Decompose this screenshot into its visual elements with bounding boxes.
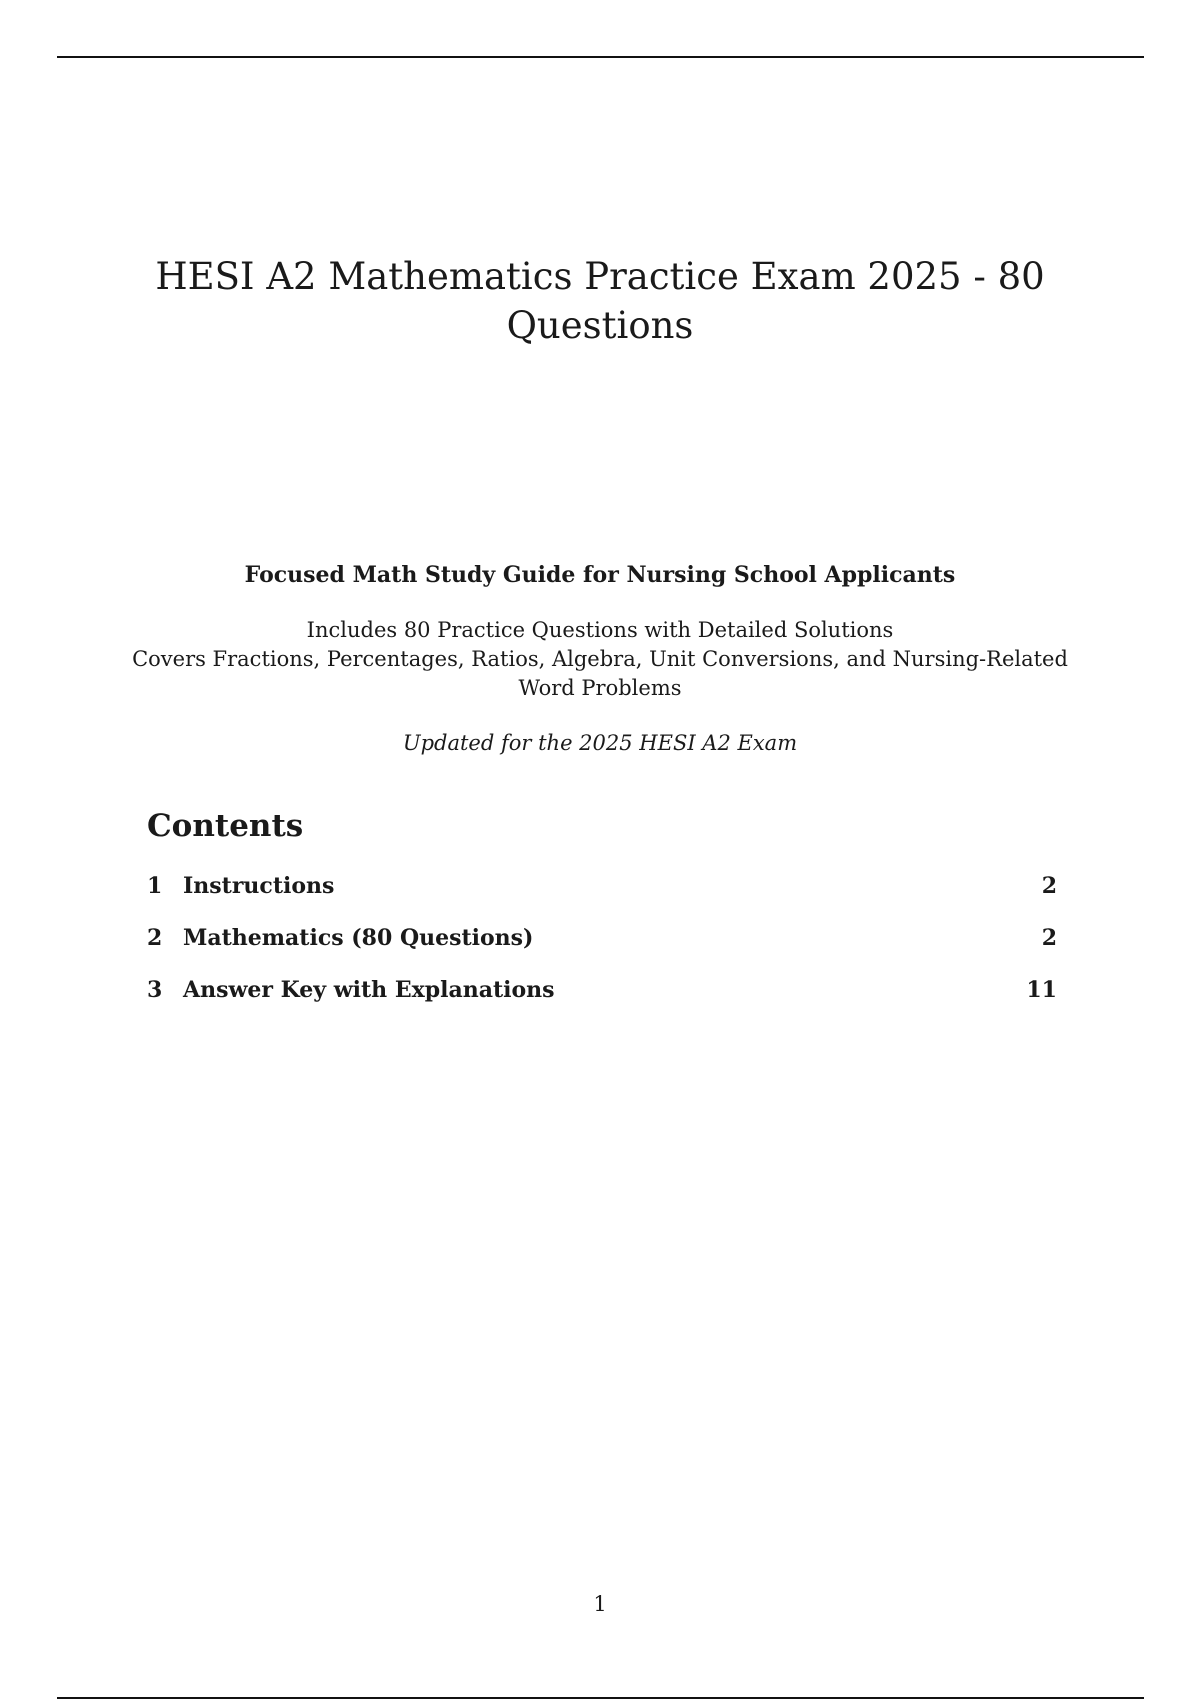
toc-entry-title: Answer Key with Explanations bbox=[183, 977, 555, 1003]
bottom-rule bbox=[57, 1697, 1144, 1699]
includes-line-1: Includes 80 Practice Questions with Detailed Solutions bbox=[306, 618, 894, 642]
contents-heading: Contents bbox=[147, 808, 304, 844]
toc-entry-number: 2 bbox=[147, 925, 163, 951]
document-title bbox=[0, 252, 1200, 350]
title-line-2: Questions bbox=[506, 304, 694, 347]
toc-entry-number: 1 bbox=[147, 873, 163, 899]
top-rule bbox=[57, 56, 1144, 58]
toc-entry-page: 11 bbox=[1026, 977, 1057, 1003]
includes-line-2: Covers Fractions, Percentages, Ratios, Algebra, Unit Conversions, and Nursing-Related bbox=[132, 647, 1068, 671]
toc-entry-instructions[interactable] bbox=[147, 868, 1057, 920]
toc-entry-title: Instructions bbox=[183, 873, 335, 899]
toc-entry-answer-key[interactable] bbox=[147, 972, 1057, 1024]
page-number: 1 bbox=[593, 1592, 607, 1616]
updated-line: Updated for the 2025 HESI A2 Exam bbox=[402, 731, 798, 755]
toc-entry-title: Mathematics (80 Questions) bbox=[183, 925, 534, 951]
focus-line: Focused Math Study Guide for Nursing School Applicants bbox=[244, 562, 956, 588]
includes-line-3: Word Problems bbox=[518, 676, 682, 700]
toc-entry-page: 2 bbox=[1041, 925, 1057, 951]
toc-entry-mathematics[interactable] bbox=[147, 920, 1057, 972]
toc-entry-number: 3 bbox=[147, 977, 163, 1003]
subtitle-block bbox=[0, 560, 1200, 758]
toc-entry-page: 2 bbox=[1041, 873, 1057, 899]
title-line-1: HESI A2 Mathematics Practice Exam 2025 - 80 bbox=[155, 255, 1045, 298]
table-of-contents bbox=[147, 802, 1057, 1024]
